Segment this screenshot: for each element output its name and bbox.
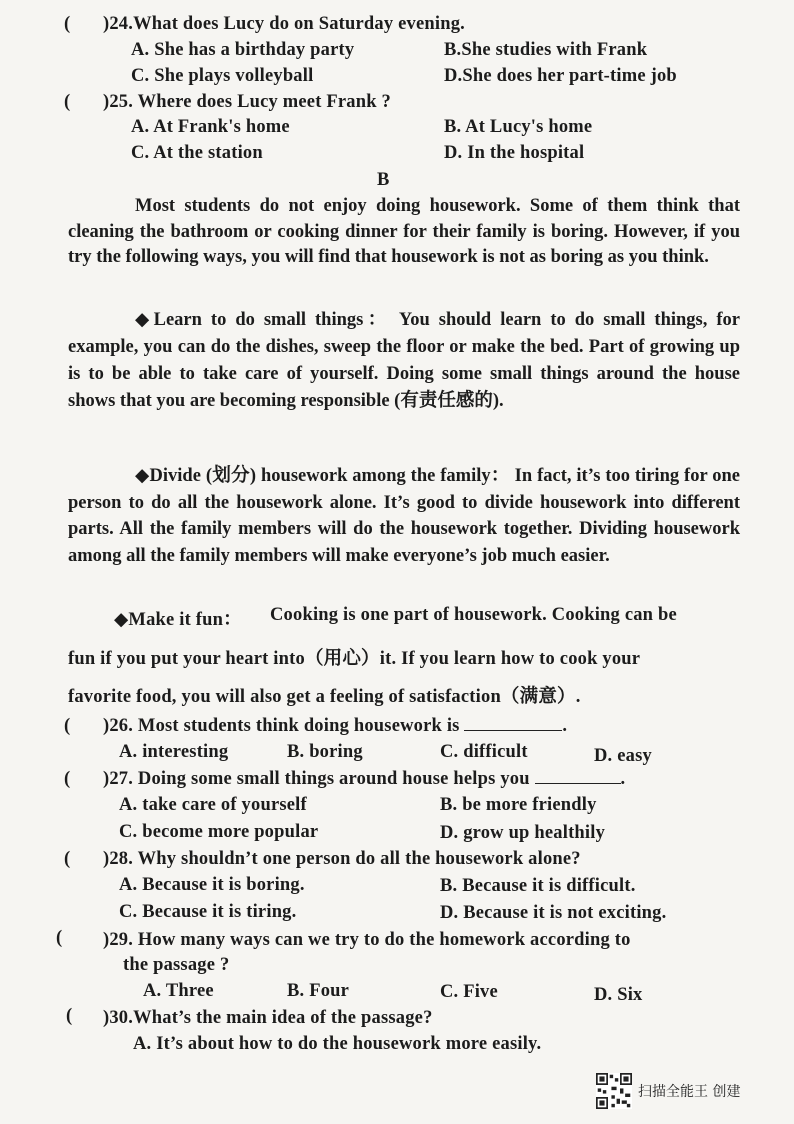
option-b: B.She studies with Frank <box>444 40 648 60</box>
question-26-period: . <box>562 716 568 736</box>
option-a: A. At Frank's home <box>131 117 290 137</box>
answer-bracket[interactable]: ( <box>64 92 71 112</box>
option-c: C. At the station <box>131 143 263 163</box>
tip-1-body: You should learn to do small things, for example, you can do the dishes, sweep the floor or make the bed. Part of growing up is to be able to take care of yourself. Doing some small things around the house shows that you are becoming responsible (有责任感的). <box>68 310 740 411</box>
option-d: D. easy <box>594 746 652 766</box>
option-a: A. take care of yourself <box>119 795 307 815</box>
tip-2-body: In fact, it’s too tiring for one person to do all the housework alone. It’s good to divide housework into different parts. All the family members will do the housework together. Dividing housework among all the family members will make everyone’s job much easier. <box>68 466 741 566</box>
option-a: A. It’s about how to do the housework more easily. <box>133 1034 542 1054</box>
answer-bracket[interactable]: ( <box>64 769 71 789</box>
option-c: C. Because it is tiring. <box>119 902 297 922</box>
scanner-watermark <box>596 1073 740 1109</box>
passage-intro-text: Most students do not enjoy doing housework. Some of them think that cleaning the bathroom or cooking dinner for their family is boring. However, if you try the following ways, you will find that housework is not as boring as you think. <box>68 196 740 267</box>
question-27-stem <box>103 769 625 790</box>
option-d: D. Six <box>594 985 643 1005</box>
tip-3-line-1: Cooking is one part of housework. Cooking can be <box>270 605 677 625</box>
question-26-text: )26. Most students think doing housework is <box>103 716 460 736</box>
tip-3-title: ◆Make it fun： <box>114 610 242 630</box>
option-b: B. Because it is difficult. <box>440 876 636 896</box>
answer-bracket[interactable]: ( <box>56 928 63 948</box>
question-30-stem: )30.What’s the main idea of the passage? <box>103 1008 433 1028</box>
option-d: D. grow up healthily <box>440 823 606 843</box>
question-27-period: . <box>620 769 626 789</box>
qr-code-icon <box>596 1073 632 1109</box>
option-c: C. difficult <box>440 742 528 762</box>
question-28-stem: )28. Why shouldn’t one person do all the housework alone? <box>103 849 581 869</box>
option-a: A. interesting <box>119 742 229 762</box>
option-c: C. Five <box>440 982 498 1002</box>
option-d: D.She does her part-time job <box>444 66 677 86</box>
question-29-stem-cont: the passage ? <box>123 955 230 975</box>
tip-1-text <box>68 307 740 415</box>
option-a: A. Three <box>143 981 214 1001</box>
watermark-text: 扫描全能王 创建 <box>638 1084 741 1100</box>
answer-bracket[interactable]: ( <box>64 14 71 34</box>
option-d: D. Because it is not exciting. <box>440 903 667 923</box>
question-29-stem: )29. How many ways can we try to do the homework according to <box>103 930 631 950</box>
option-d: D. In the hospital <box>444 143 585 163</box>
answer-blank[interactable] <box>464 716 562 731</box>
answer-blank[interactable] <box>535 769 621 784</box>
option-a: A. Because it is boring. <box>119 875 305 895</box>
tip-1 <box>68 307 740 415</box>
option-b: B. be more friendly <box>440 795 597 815</box>
option-c: C. become more popular <box>119 822 319 842</box>
tip-3-line-2: fun if you put your heart into（用心）it. If you learn how to cook your <box>68 649 641 669</box>
option-b: B. boring <box>287 742 363 762</box>
answer-bracket[interactable]: ( <box>64 716 71 736</box>
passage-intro <box>68 194 740 271</box>
question-25-stem: )25. Where does Lucy meet Frank ? <box>103 92 392 112</box>
answer-bracket[interactable]: ( <box>64 849 71 869</box>
option-a: A. She has a birthday party <box>131 40 355 60</box>
tip-2 <box>68 463 740 569</box>
question-26-stem <box>103 716 567 737</box>
tip-3-line-3: favorite food, you will also get a feeling of satisfaction（满意）. <box>68 687 581 707</box>
answer-bracket[interactable]: ( <box>66 1006 73 1026</box>
tip-2-text <box>68 463 740 569</box>
tip-1-title: ◆Learn to do small things： <box>135 310 391 330</box>
section-label: B <box>377 170 390 190</box>
question-24-stem: )24.What does Lucy do on Saturday evening. <box>103 14 466 34</box>
tip-2-title: ◆Divide (划分) housework among the family： <box>135 466 510 486</box>
question-27-text: )27. Doing some small things around house helps you <box>103 769 530 789</box>
option-b: B. Four <box>287 981 350 1001</box>
option-b: B. At Lucy's home <box>444 117 593 137</box>
option-c: C. She plays volleyball <box>131 66 314 86</box>
